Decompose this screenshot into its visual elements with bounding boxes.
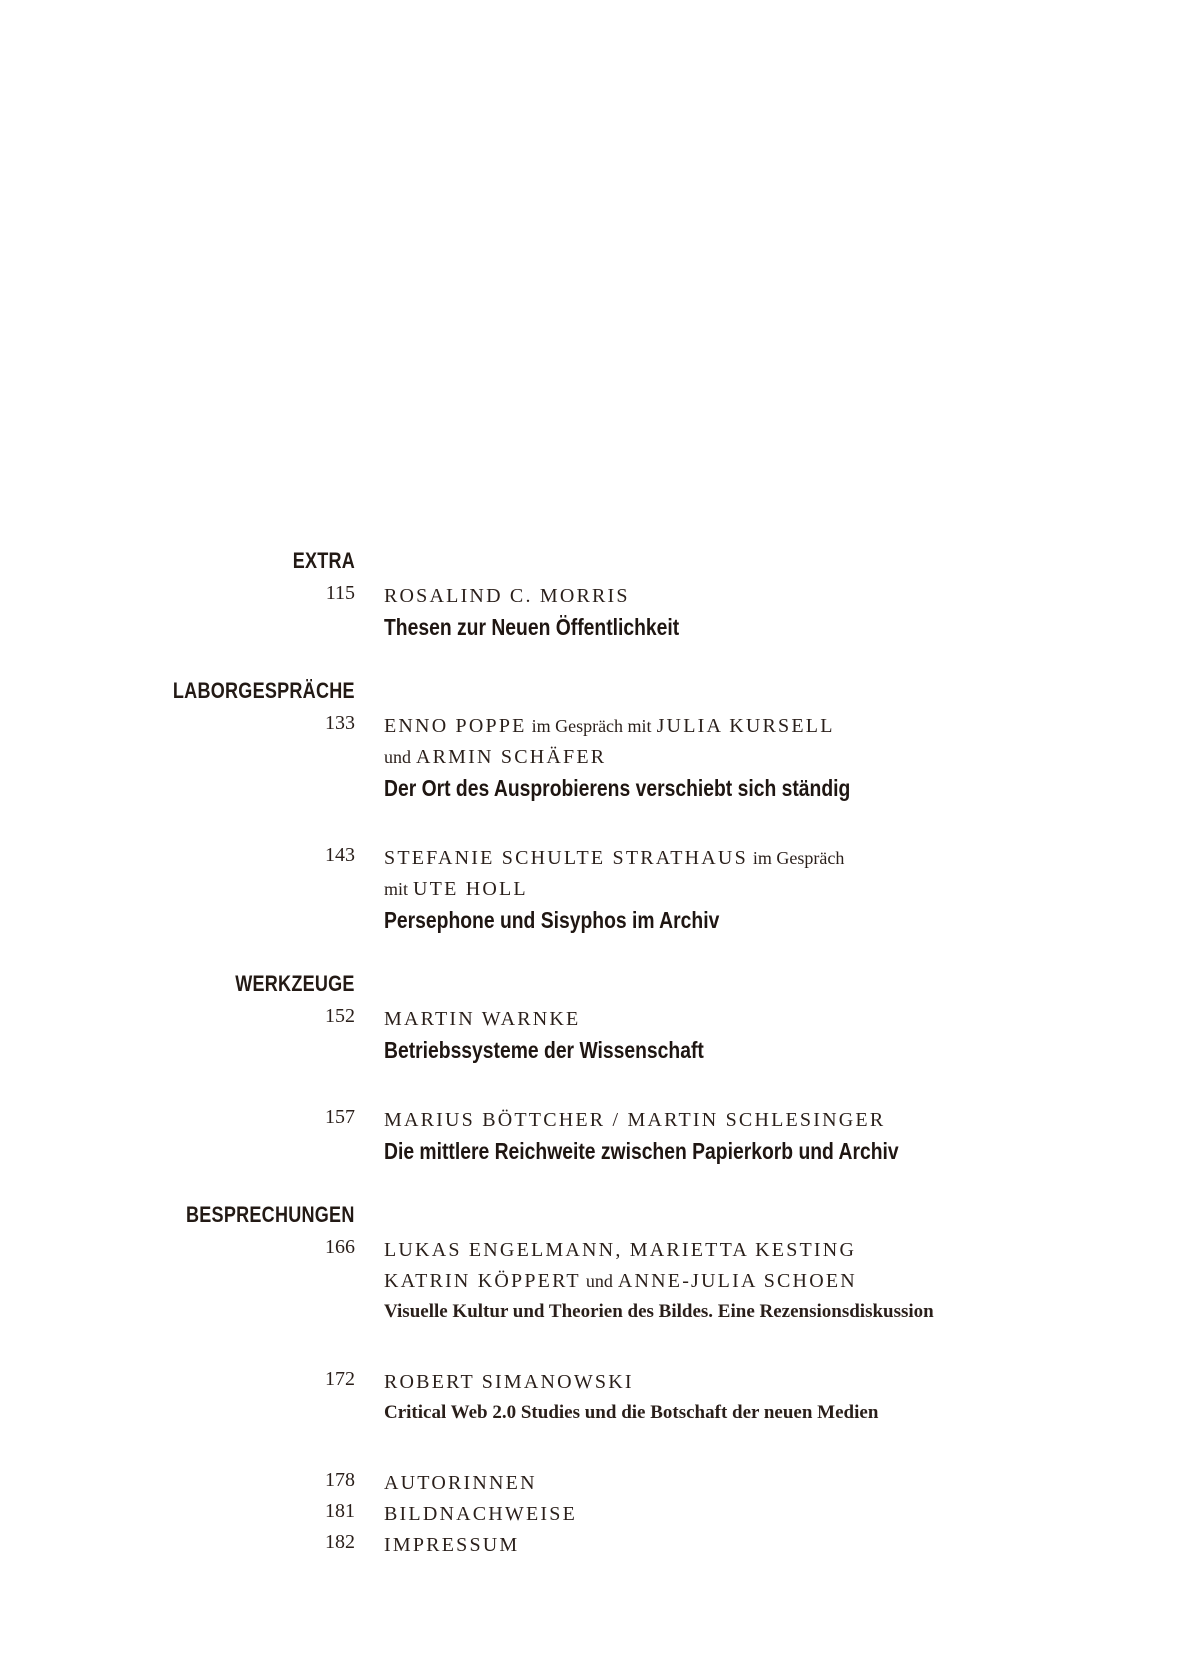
author-name: MARIUS BÖTTCHER / MARTIN SCHLESINGER xyxy=(384,1109,886,1131)
page-number: 182 xyxy=(325,1531,355,1553)
appendix-label: BILDNACHWEISE xyxy=(384,1503,578,1525)
appendix-label: AUTORINNEN xyxy=(384,1472,537,1494)
toc-entry-autorinnen[interactable] xyxy=(0,1468,1200,1499)
connector-text: im Gespräch xyxy=(752,848,845,868)
appendix-label: IMPRESSUM xyxy=(384,1534,520,1556)
author-line xyxy=(384,874,1200,905)
author-name: ROSALIND C. MORRIS xyxy=(384,585,630,607)
author-name: MARTIN WARNKE xyxy=(384,1008,581,1030)
page-number: 172 xyxy=(325,1368,355,1390)
toc-entry[interactable] xyxy=(0,581,1200,642)
page-number: 181 xyxy=(325,1500,355,1522)
page-number: 143 xyxy=(325,844,355,866)
author-name: JULIA KURSELL xyxy=(656,715,835,737)
toc-entry[interactable] xyxy=(0,711,1200,803)
article-title: Betriebssysteme der Wissenschaft xyxy=(384,1037,704,1063)
toc-entry[interactable] xyxy=(0,1367,1200,1428)
author-line xyxy=(384,742,1200,773)
toc-entry[interactable] xyxy=(0,1004,1200,1065)
connector-text: im Gespräch mit xyxy=(531,716,652,736)
author-name: ROBERT SIMANOWSKI xyxy=(384,1371,634,1393)
author-name: UTE HOLL xyxy=(413,878,528,900)
connector-text: und xyxy=(585,1271,613,1291)
page-number: 152 xyxy=(325,1005,355,1027)
author-name: ENNO POPPE xyxy=(384,715,527,737)
connector-text: und xyxy=(384,747,411,767)
article-title: Critical Web 2.0 Studies und die Botschaft der neuen Medien xyxy=(384,1402,879,1423)
section-heading-label: EXTRA xyxy=(292,548,355,573)
toc-entry-impressum[interactable] xyxy=(0,1530,1200,1561)
author-line xyxy=(384,843,1200,874)
author-line xyxy=(384,1105,1200,1136)
section-heading-werkzeuge xyxy=(0,971,1200,999)
article-title: Thesen zur Neuen Öffentlichkeit xyxy=(384,614,680,640)
page-number: 115 xyxy=(325,582,355,604)
author-line xyxy=(384,581,1200,612)
author-line xyxy=(384,1266,1200,1297)
article-title: Der Ort des Ausprobierens verschiebt sich ständig xyxy=(384,775,851,801)
author-line xyxy=(384,1004,1200,1035)
author-line xyxy=(384,711,1200,742)
section-heading-laborgespraeche xyxy=(0,678,1200,706)
toc-entry[interactable] xyxy=(0,843,1200,935)
author-name: KATRIN KÖPPERT xyxy=(384,1270,581,1292)
article-title: Persephone und Sisyphos im Archiv xyxy=(384,907,720,933)
author-name: ARMIN SCHÄFER xyxy=(416,746,607,768)
author-line xyxy=(384,1367,1200,1398)
section-heading-label: BESPRECHUNGEN xyxy=(186,1202,355,1227)
table-of-contents xyxy=(0,548,1200,1561)
toc-entry[interactable] xyxy=(0,1235,1200,1327)
toc-entry-bildnachweise[interactable] xyxy=(0,1499,1200,1530)
page-number: 166 xyxy=(325,1236,355,1258)
toc-entry[interactable] xyxy=(0,1105,1200,1166)
author-name: STEFANIE SCHULTE STRATHAUS xyxy=(384,847,748,869)
article-title: Visuelle Kultur und Theorien des Bildes. Eine Rezensionsdiskussion xyxy=(384,1301,934,1322)
page-number: 133 xyxy=(325,712,355,734)
author-name: LUKAS ENGELMANN, MARIETTA KESTING xyxy=(384,1239,857,1261)
page-number: 157 xyxy=(325,1106,355,1128)
page-number: 178 xyxy=(325,1469,355,1491)
section-heading-besprechungen xyxy=(0,1202,1200,1230)
author-line xyxy=(384,1235,1200,1266)
article-title: Die mittlere Reichweite zwischen Papierkorb und Archiv xyxy=(384,1138,899,1164)
section-heading-label: WERKZEUGE xyxy=(235,971,355,996)
author-name: ANNE-JULIA SCHOEN xyxy=(617,1270,857,1292)
section-heading-extra xyxy=(0,548,1200,576)
section-heading-label: LABORGESPRÄCHE xyxy=(173,678,355,703)
connector-text: mit xyxy=(384,879,409,899)
